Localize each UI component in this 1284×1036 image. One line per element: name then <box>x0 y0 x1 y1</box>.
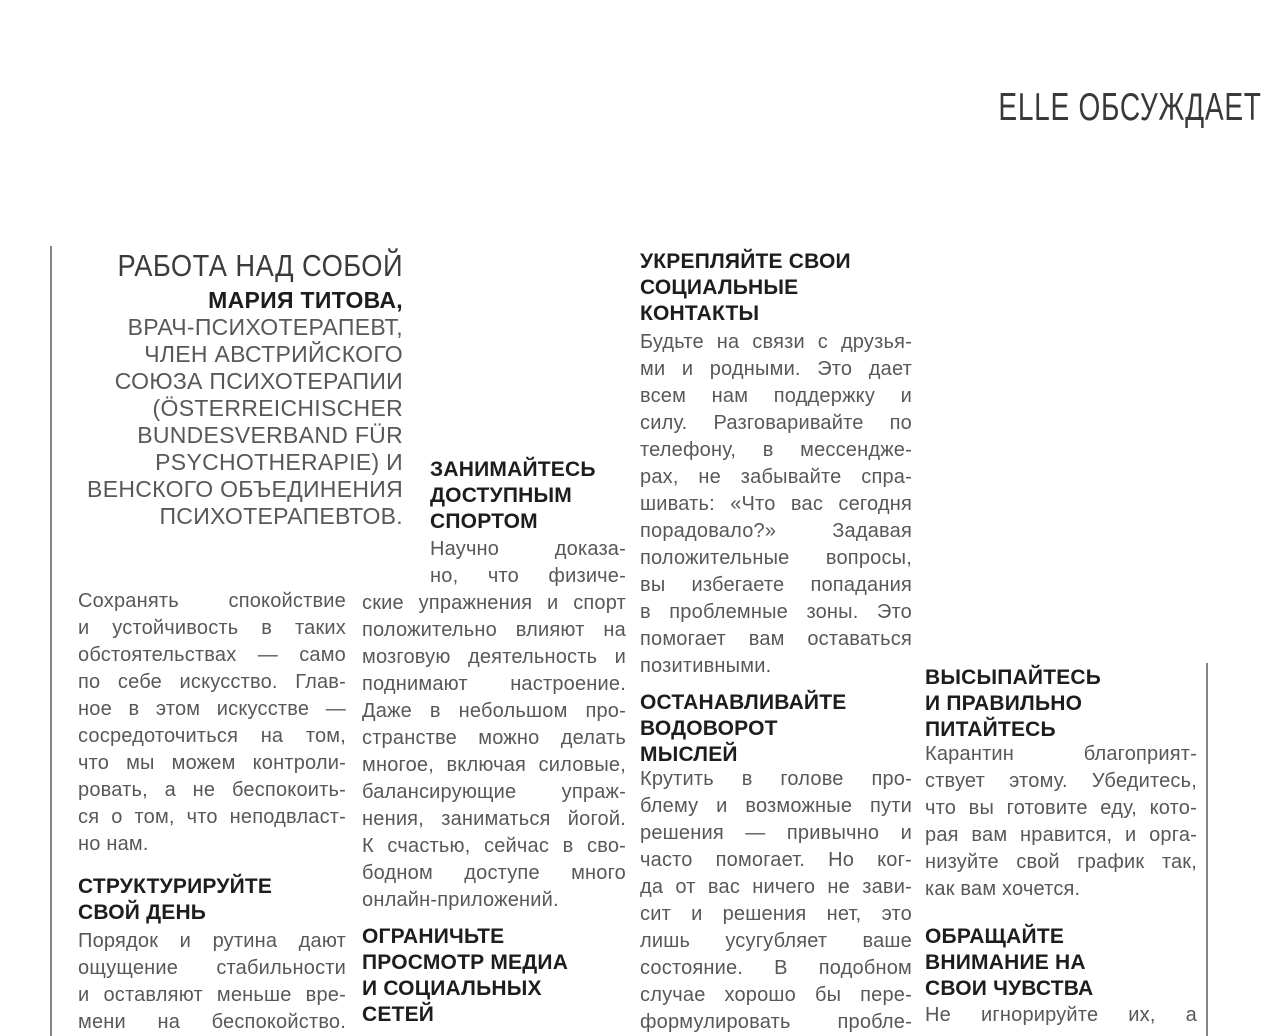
text-line: ощущение стабильности <box>78 957 346 979</box>
column4-paragraph-quarantine <box>925 741 1197 903</box>
column1-intro-paragraph <box>78 588 346 858</box>
text-line: что мы можем контроли- <box>78 752 346 774</box>
text-line: ОБРАЩАЙТЕ <box>925 925 1065 948</box>
column3-heading-stop-thoughts <box>640 690 846 768</box>
text-line: что вы готовите еду, кото- <box>925 797 1197 819</box>
text-line: ЗАНИМАЙТЕСЬ <box>430 458 596 481</box>
text-line: сосредоточиться на том, <box>78 725 346 747</box>
text-line: нения, заниматься йогой. <box>362 808 626 830</box>
text-line: всем нам поддержку и <box>640 385 912 407</box>
text-line: PSYCHOTHERAPIE) И <box>155 449 403 475</box>
text-line: СПОРТОМ <box>430 510 538 533</box>
text-line: ЧЛЕН АВСТРИЙСКОГО <box>144 341 403 367</box>
text-line: (ÖSTERREICHISCHER <box>152 395 403 421</box>
text-line: СВОИ ЧУВСТВА <box>925 977 1094 1000</box>
text-line: блему и возможные пути <box>640 795 912 817</box>
column2-paragraph-sport-indent <box>430 536 626 590</box>
text-line: онлайн-приложений. <box>362 889 559 911</box>
text-line: ские упражнения и спорт <box>362 592 626 614</box>
column1-paragraph-routine <box>78 928 346 1036</box>
text-line: в проблемные зоны. Это <box>640 601 912 623</box>
article-title: РАБОТА НАД СОБОЙ <box>117 248 404 283</box>
text-line: СЕТЕЙ <box>362 1003 435 1026</box>
text-line: ДОСТУПНЫМ <box>430 484 572 507</box>
text-line: силу. Разговаривайте по <box>640 412 912 434</box>
text-line: сит и решения нет, это <box>640 903 912 925</box>
text-line: ПСИХОТЕРАПЕВТОВ. <box>159 503 403 529</box>
text-line: К счастью, сейчас в сво- <box>362 835 626 857</box>
column1-heading-structure-day <box>78 874 272 926</box>
text-line: но, что физиче- <box>430 565 626 587</box>
column4-paragraph-feelings <box>925 1002 1197 1029</box>
text-line: по себе искусство. Глав- <box>78 671 346 693</box>
text-line: но нам. <box>78 833 149 855</box>
text-line: низуйте свой график так, <box>925 851 1197 873</box>
text-line: Крутить в голове про- <box>640 768 912 790</box>
text-line: МЫСЛЕЙ <box>640 743 738 766</box>
text-line: И СОЦИАЛЬНЫХ <box>362 977 542 1000</box>
byline-block <box>0 246 403 530</box>
author-credentials <box>0 314 403 530</box>
text-line: ровать, а не беспокоить- <box>78 779 346 801</box>
text-line: ВРАЧ-ПСИХОТЕРАПЕВТ, <box>127 314 403 340</box>
author-name: МАРИЯ ТИТОВА, <box>208 287 403 313</box>
text-line: ВНИМАНИЕ НА <box>925 951 1086 974</box>
text-line: ОСТАНАВЛИВАЙТЕ <box>640 691 847 714</box>
text-line: положительные вопросы, <box>640 547 912 569</box>
text-line: СОЮЗА ПСИХОТЕРАПИИ <box>114 368 403 394</box>
text-line: Даже в небольшом про- <box>362 700 626 722</box>
text-line: ПРОСМОТР МЕДИА <box>362 951 569 974</box>
text-line: Не игнорируйте их, а <box>925 1004 1197 1026</box>
text-line: мозговую деятельность и <box>362 646 626 668</box>
text-line: шивать: «Что вас сегодня <box>640 493 912 515</box>
text-line: ВЫСЫПАЙТЕСЬ <box>925 666 1102 689</box>
column2-paragraph-sport <box>362 590 626 914</box>
text-line: Сохранять спокойствие <box>78 590 346 612</box>
text-line: балансирующие упраж- <box>362 781 626 803</box>
text-line: поднимают настроение. <box>362 673 626 695</box>
text-line: СОЦИАЛЬНЫЕ <box>640 276 799 299</box>
text-line: вы избегаете попадания <box>640 574 912 596</box>
text-line: ми и родными. Это дает <box>640 358 912 380</box>
text-line: ВОДОВОРОТ <box>640 717 778 740</box>
text-line: телефону, в мессендже- <box>640 439 912 461</box>
text-line: как вам хочется. <box>925 878 1081 900</box>
text-line: СТРУКТУРИРУЙТЕ <box>78 875 273 898</box>
text-line: решения — привычно и <box>640 822 912 844</box>
text-line: и оставляют меньше вре- <box>78 984 346 1006</box>
column2-heading-sport <box>430 457 596 535</box>
text-line: позитивными. <box>640 655 772 677</box>
text-line: СВОЙ ДЕНЬ <box>78 901 207 924</box>
text-line: рах, не забывайте спра- <box>640 466 912 488</box>
column3-heading-social-contacts <box>640 249 851 327</box>
text-line: Будьте на связи с друзья- <box>640 331 912 353</box>
text-line: Научно доказа- <box>430 538 626 560</box>
text-line: Карантин благоприят- <box>925 743 1197 765</box>
text-line: да от вас ничего не зави- <box>640 876 912 898</box>
text-line: ВЕНСКОГО ОБЪЕДИНЕНИЯ <box>87 476 403 502</box>
text-line: ПИТАЙТЕСЬ <box>925 718 1056 741</box>
text-line: И ПРАВИЛЬНО <box>925 692 1083 715</box>
text-line: BUNDESVERBAND FÜR <box>137 422 403 448</box>
text-line: лишь усугубляет ваше <box>640 930 912 952</box>
text-line: состояние. В подобном <box>640 957 912 979</box>
column3-paragraph-thoughts <box>640 766 912 1036</box>
column4-heading-sleep-eat <box>925 665 1101 743</box>
section-header-title: ELLE ОБСУЖДАЕТ <box>998 86 1262 129</box>
text-line: рая вам нравится, и орга- <box>925 824 1197 846</box>
text-line: случае хорошо бы пере- <box>640 984 912 1006</box>
column2-heading-limit-media <box>362 924 568 1028</box>
right-vertical-rule <box>1206 663 1208 1036</box>
column4-heading-feelings <box>925 924 1093 1002</box>
text-line: положительно влияют на <box>362 619 626 641</box>
column3-paragraph-contacts <box>640 329 912 680</box>
text-line: КОНТАКТЫ <box>640 302 760 325</box>
text-line: ся о том, что неподвласт- <box>78 806 346 828</box>
text-line: УКРЕПЛЯЙТЕ СВОИ <box>640 250 851 273</box>
text-line: формулировать пробле- <box>640 1011 912 1033</box>
text-line: порадовало?» Задавая <box>640 520 912 542</box>
text-line: многое, включая силовые, <box>362 754 626 776</box>
text-line: часто помогает. Но ког- <box>640 849 912 871</box>
text-line: и устойчивость в таких <box>78 617 346 639</box>
text-line: ствует этому. Убедитесь, <box>925 770 1197 792</box>
text-line: странстве можно делать <box>362 727 626 749</box>
text-line: ОГРАНИЧЬТЕ <box>362 925 505 948</box>
text-line: Порядок и рутина дают <box>78 930 346 952</box>
text-line: обстоятельствах — само <box>78 644 346 666</box>
text-line: бодном доступе много <box>362 862 626 884</box>
text-line: мени на беспокойство. <box>78 1011 346 1033</box>
text-line: помогает вам оставаться <box>640 628 912 650</box>
text-line: ное в этом искусстве — <box>78 698 346 720</box>
